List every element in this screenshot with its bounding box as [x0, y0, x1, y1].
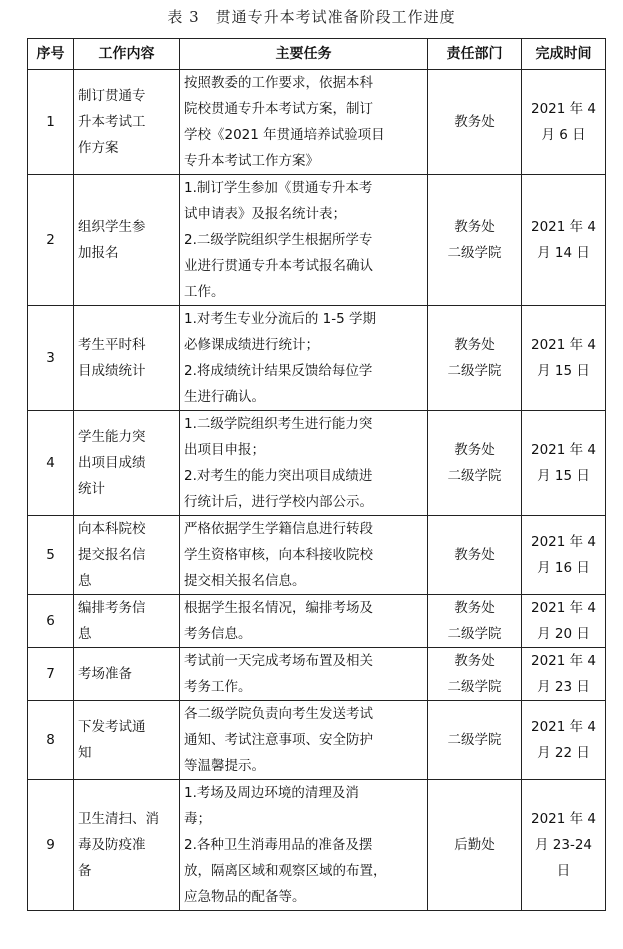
cell-task-line: 1.对考生专业分流后的 1-5 学期: [184, 311, 377, 327]
cell-task-line: 各二级学院负责向考生发送考试: [184, 706, 373, 722]
cell-content: [74, 780, 180, 911]
cell-task: [180, 595, 428, 648]
cell-task-line: 通知、考试注意事项、安全防护: [184, 732, 373, 748]
cell-task-line: 按照教委的工作要求，依据本科: [184, 75, 373, 91]
cell-task: [180, 411, 428, 516]
header-task: 主要任务: [180, 39, 428, 70]
cell-content: [74, 70, 180, 175]
cell-task-line: 专升本考试工作方案》: [184, 153, 319, 169]
cell-dept: [428, 70, 522, 175]
cell-time: [522, 70, 606, 175]
cell-content-line: 卫生清扫、消: [78, 811, 159, 827]
cell-time: [522, 701, 606, 780]
cell-time-line: 2021 年 4: [530, 337, 597, 353]
cell-task-line: 学校《2021 年贯通培养试验项目: [184, 127, 385, 143]
cell-time: [522, 175, 606, 306]
cell-time-line: 月 22 日: [537, 745, 590, 761]
cell-no: 7: [28, 648, 74, 701]
cell-time-line: 月 15 日: [537, 363, 590, 379]
cell-dept: [428, 780, 522, 911]
cell-dept: [428, 411, 522, 516]
cell-content-line: 考场准备: [78, 666, 132, 682]
cell-task: [180, 701, 428, 780]
cell-time-line: 2021 年 4: [530, 811, 597, 827]
table-row: [28, 70, 606, 175]
work-progress-table: [27, 38, 606, 911]
cell-no: 2: [28, 175, 74, 306]
cell-task-line: 1.考场及周边环境的清理及消: [184, 785, 359, 801]
cell-dept-line: 二级学院: [447, 626, 502, 642]
cell-task-line: 学生资格审核，向本科接收院校: [184, 547, 373, 563]
cell-time-line: 月 6 日: [541, 127, 586, 143]
cell-task-line: 业进行贯通专升本考试报名确认: [184, 258, 373, 274]
cell-task-line: 根据学生报名情况，编排考场及: [184, 600, 373, 616]
cell-content-line: 提交报名信: [78, 547, 146, 563]
cell-dept-line: 二级学院: [447, 732, 502, 748]
cell-content-line: 升本考试工: [78, 114, 146, 130]
cell-time-line: 月 14 日: [537, 245, 590, 261]
cell-task-line: 毒；: [184, 811, 211, 827]
cell-dept-line: 二级学院: [447, 363, 502, 379]
cell-task: [180, 175, 428, 306]
cell-dept-line: 教务处: [454, 442, 495, 458]
table-row: [28, 648, 606, 701]
cell-dept-line: 教务处: [454, 114, 495, 130]
cell-dept-line: 二级学院: [447, 468, 502, 484]
cell-task-line: 试申请表》及报名统计表；: [184, 206, 346, 222]
table-row: [28, 175, 606, 306]
cell-task-line: 考务信息。: [184, 626, 252, 642]
cell-time-line: 2021 年 4: [530, 653, 597, 669]
header-no: 序号: [28, 39, 74, 70]
table-body: [28, 70, 606, 911]
cell-content-line: 加报名: [78, 245, 119, 261]
cell-task-line: 考务工作。: [184, 679, 252, 695]
cell-content-line: 制订贯通专: [78, 88, 146, 104]
cell-task-line: 提交相关报名信息。: [184, 573, 306, 589]
cell-dept: [428, 595, 522, 648]
cell-dept: [428, 648, 522, 701]
cell-content-line: 下发考试通: [78, 719, 146, 735]
cell-task-line: 1.制订学生参加《贯通专升本考: [184, 180, 373, 196]
cell-task-line: 2.将成绩统计结果反馈给每位学: [184, 363, 373, 379]
cell-task: [180, 648, 428, 701]
cell-dept: [428, 175, 522, 306]
cell-content-line: 出项目成绩: [78, 455, 146, 471]
cell-content-line: 编排考务信: [78, 600, 146, 616]
cell-time-line: 月 16 日: [537, 560, 590, 576]
cell-time-line: 2021 年 4: [530, 600, 597, 616]
cell-task-line: 考试前一天完成考场布置及相关: [184, 653, 373, 669]
cell-dept-line: 教务处: [454, 600, 495, 616]
cell-content-line: 学生能力突: [78, 429, 146, 445]
cell-task: [180, 780, 428, 911]
cell-task-line: 生进行确认。: [184, 389, 265, 405]
cell-time: [522, 780, 606, 911]
cell-task-line: 出项目申报；: [184, 442, 265, 458]
cell-content-line: 目成绩统计: [78, 363, 146, 379]
cell-task-line: 严格依据学生学籍信息进行转段: [184, 521, 373, 537]
table-row: [28, 306, 606, 411]
cell-content: [74, 175, 180, 306]
cell-time: [522, 648, 606, 701]
cell-time-line: 月 23-24: [534, 837, 593, 853]
header-row: [28, 39, 606, 70]
cell-time-line: 2021 年 4: [530, 101, 597, 117]
cell-no: 6: [28, 595, 74, 648]
cell-task: [180, 516, 428, 595]
cell-content: [74, 701, 180, 780]
cell-content-line: 向本科院校: [78, 521, 146, 537]
cell-dept: [428, 516, 522, 595]
cell-content-line: 息: [78, 573, 92, 589]
cell-task-line: 行统计后，进行学校内部公示。: [184, 494, 373, 510]
cell-time-line: 日: [556, 863, 571, 879]
cell-time-line: 2021 年 4: [530, 534, 597, 550]
cell-content-line: 息: [78, 626, 92, 642]
cell-time-line: 2021 年 4: [530, 719, 597, 735]
header-content: 工作内容: [74, 39, 180, 70]
cell-time-line: 月 20 日: [537, 626, 590, 642]
cell-content-line: 作方案: [78, 140, 119, 156]
cell-dept-line: 教务处: [454, 219, 495, 235]
cell-task-line: 2.各种卫生消毒用品的准备及摆: [184, 837, 373, 853]
cell-dept-line: 二级学院: [447, 245, 502, 261]
cell-no: 1: [28, 70, 74, 175]
cell-no: 4: [28, 411, 74, 516]
cell-dept-line: 后勤处: [454, 837, 495, 853]
cell-dept: [428, 306, 522, 411]
cell-content-line: 备: [78, 863, 92, 879]
cell-task-line: 放，隔离区域和观察区域的布置，: [184, 863, 387, 879]
cell-content: [74, 411, 180, 516]
cell-time: [522, 516, 606, 595]
cell-dept-line: 教务处: [454, 653, 495, 669]
cell-task: [180, 306, 428, 411]
header-time: 完成时间: [522, 39, 606, 70]
cell-task-line: 等温馨提示。: [184, 758, 265, 774]
table-row: [28, 411, 606, 516]
table-caption: 表 3 贯通专升本考试准备阶段工作进度: [167, 8, 456, 26]
cell-task-line: 1.二级学院组织考生进行能力突: [184, 416, 373, 432]
cell-content-line: 考生平时科: [78, 337, 146, 353]
cell-dept: [428, 701, 522, 780]
cell-dept-line: 二级学院: [447, 679, 502, 695]
table-row: [28, 780, 606, 911]
cell-time: [522, 306, 606, 411]
cell-no: 5: [28, 516, 74, 595]
cell-time: [522, 595, 606, 648]
cell-task-line: 必修课成绩进行统计；: [184, 337, 319, 353]
cell-task-line: 应急物品的配备等。: [184, 889, 306, 905]
cell-task-line: 院校贯通专升本考试方案，制订: [184, 101, 373, 117]
cell-time-line: 月 15 日: [537, 468, 590, 484]
cell-content-line: 组织学生参: [78, 219, 146, 235]
cell-dept-line: 教务处: [454, 337, 495, 353]
cell-no: 8: [28, 701, 74, 780]
cell-content-line: 统计: [78, 481, 105, 497]
cell-content: [74, 648, 180, 701]
cell-time-line: 2021 年 4: [530, 442, 597, 458]
cell-time-line: 2021 年 4: [530, 219, 597, 235]
cell-time-line: 月 23 日: [537, 679, 590, 695]
table-row: [28, 701, 606, 780]
cell-content: [74, 595, 180, 648]
cell-content: [74, 306, 180, 411]
table-row: [28, 516, 606, 595]
cell-task: [180, 70, 428, 175]
cell-task-line: 2.二级学院组织学生根据所学专: [184, 232, 373, 248]
header-dept: 责任部门: [428, 39, 522, 70]
cell-task-line: 工作。: [184, 284, 225, 300]
cell-content: [74, 516, 180, 595]
cell-content-line: 毒及防疫准: [78, 837, 146, 853]
table-row: [28, 595, 606, 648]
cell-time: [522, 411, 606, 516]
cell-dept-line: 教务处: [454, 547, 495, 563]
cell-task-line: 2.对考生的能力突出项目成绩进: [184, 468, 373, 484]
cell-content-line: 知: [78, 745, 92, 761]
cell-no: 3: [28, 306, 74, 411]
cell-no: 9: [28, 780, 74, 911]
